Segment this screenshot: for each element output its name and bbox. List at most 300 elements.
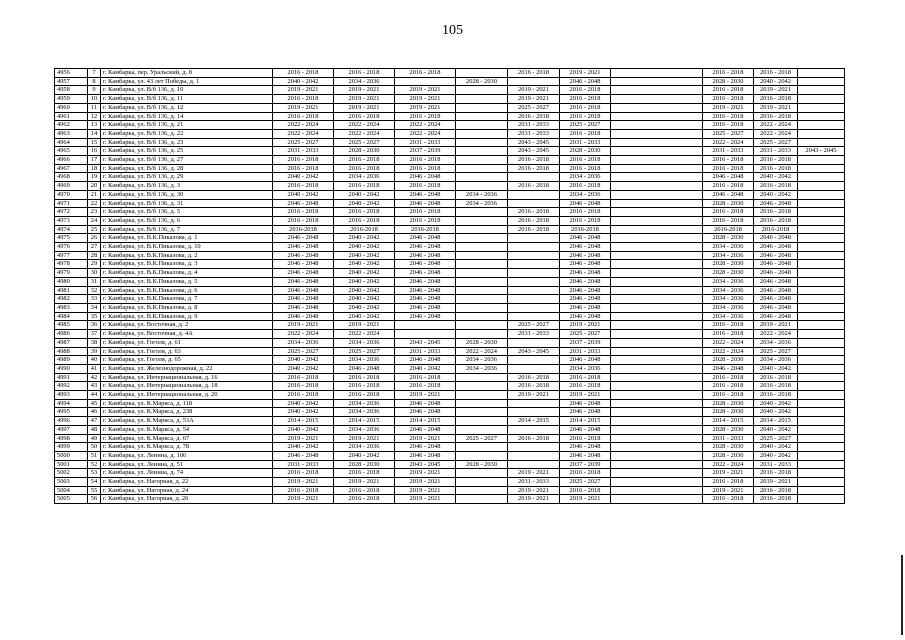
year-cell [798, 234, 845, 243]
year-cell: 2016 - 2018 [754, 182, 798, 191]
record-number-cell: 4989 [55, 356, 88, 365]
year-cell [456, 95, 508, 104]
address-cell: г. Камбарка, ул. В/б 136, д. 25 [101, 147, 273, 156]
year-cell: 2019 - 2021 [560, 495, 611, 504]
year-cell: 2034 - 2036 [703, 286, 754, 295]
year-cell: 2016 - 2018 [560, 373, 611, 382]
year-cell [611, 121, 703, 130]
record-number-cell: 4996 [55, 417, 88, 426]
year-cell: 2022 - 2024 [703, 347, 754, 356]
record-number-cell: 4983 [55, 303, 88, 312]
year-cell: 2025 - 2027 [456, 434, 508, 443]
table-row [55, 495, 845, 504]
year-cell: 2046 - 2048 [560, 286, 611, 295]
year-cell: 2040 - 2042 [273, 173, 334, 182]
year-cell [456, 182, 508, 191]
year-cell: 2025 - 2027 [273, 347, 334, 356]
record-number-cell: 4977 [55, 251, 88, 260]
year-cell [508, 356, 560, 365]
year-cell: 2046 - 2048 [754, 312, 798, 321]
year-cell [798, 338, 845, 347]
year-cell: 2022 - 2024 [395, 129, 456, 138]
item-number-cell: 55 [88, 486, 101, 495]
year-cell: 2016 - 2018 [334, 382, 395, 391]
year-cell: 2016 - 2018 [560, 182, 611, 191]
year-cell: 2019 - 2021 [395, 95, 456, 104]
item-number-cell: 20 [88, 182, 101, 191]
year-cell: 2014 - 2015 [703, 417, 754, 426]
year-cell: 2016 - 2018 [395, 382, 456, 391]
year-cell: 2046 - 2048 [560, 77, 611, 86]
year-cell: 2040 - 2042 [754, 77, 798, 86]
table-row [55, 190, 845, 199]
year-cell: 2016 - 2018 [395, 216, 456, 225]
year-cell: 2016 - 2018 [273, 112, 334, 121]
year-cell: 2034 - 2036 [334, 425, 395, 434]
year-cell: 2016 - 2018 [395, 182, 456, 191]
year-cell: 2043 - 2045 [798, 147, 845, 156]
year-cell: 2016 - 2018 [508, 382, 560, 391]
year-cell [508, 260, 560, 269]
year-cell: 2016 - 2018 [273, 164, 334, 173]
year-cell [798, 495, 845, 504]
table-row [55, 112, 845, 121]
year-cell [798, 182, 845, 191]
year-cell: 2037 - 2039 [560, 338, 611, 347]
year-cell [508, 286, 560, 295]
table-row [55, 147, 845, 156]
year-cell [611, 86, 703, 95]
year-cell: 2046 - 2048 [754, 260, 798, 269]
year-cell [611, 77, 703, 86]
item-number-cell: 24 [88, 216, 101, 225]
item-number-cell: 36 [88, 321, 101, 330]
year-cell [456, 286, 508, 295]
year-cell [456, 243, 508, 252]
year-cell [611, 69, 703, 78]
record-number-cell: 5005 [55, 495, 88, 504]
item-number-cell: 13 [88, 121, 101, 130]
year-cell: 2040 - 2042 [754, 425, 798, 434]
year-cell: 2016-2018 [395, 225, 456, 234]
item-number-cell: 51 [88, 451, 101, 460]
year-cell [798, 451, 845, 460]
year-cell [798, 391, 845, 400]
year-cell [798, 103, 845, 112]
year-cell [508, 364, 560, 373]
year-cell: 2046 - 2048 [560, 443, 611, 452]
year-cell [798, 373, 845, 382]
year-cell: 2022 - 2024 [273, 129, 334, 138]
year-cell: 2046 - 2048 [273, 234, 334, 243]
year-cell [798, 164, 845, 173]
year-cell [611, 356, 703, 365]
year-cell: 2025 - 2027 [334, 138, 395, 147]
year-cell: 2016 - 2018 [508, 434, 560, 443]
year-cell [798, 121, 845, 130]
year-cell: 2016 - 2018 [560, 156, 611, 165]
year-cell [798, 417, 845, 426]
year-cell: 2016 - 2018 [703, 330, 754, 339]
year-cell [456, 69, 508, 78]
year-cell: 2046 - 2048 [395, 269, 456, 278]
year-cell: 2046 - 2048 [560, 260, 611, 269]
item-number-cell: 34 [88, 303, 101, 312]
year-cell: 2025 - 2027 [560, 478, 611, 487]
year-cell: 2034 - 2036 [560, 190, 611, 199]
item-number-cell: 19 [88, 173, 101, 182]
record-number-cell: 4962 [55, 121, 88, 130]
record-number-cell: 4998 [55, 434, 88, 443]
year-cell: 2046 - 2048 [273, 451, 334, 460]
table-row [55, 321, 845, 330]
year-cell [456, 173, 508, 182]
year-cell [508, 269, 560, 278]
year-cell: 2016 - 2018 [395, 208, 456, 217]
item-number-cell: 12 [88, 112, 101, 121]
year-cell [456, 121, 508, 130]
year-cell: 2016 - 2018 [754, 69, 798, 78]
address-cell: г. Камбарка, ул. В/б 136, д. 22 [101, 129, 273, 138]
year-cell [611, 469, 703, 478]
table-row [55, 478, 845, 487]
record-number-cell: 5000 [55, 451, 88, 460]
year-cell: 2040 - 2042 [273, 364, 334, 373]
item-number-cell: 52 [88, 460, 101, 469]
table-row [55, 86, 845, 95]
address-cell: г. Камбарка, пер. Уральский, д. 8 [101, 69, 273, 78]
year-cell [798, 312, 845, 321]
year-cell: 2016 - 2018 [560, 86, 611, 95]
year-cell: 2016 - 2018 [703, 69, 754, 78]
year-cell: 2046 - 2048 [560, 295, 611, 304]
year-cell: 2025 - 2027 [754, 434, 798, 443]
year-cell: 2046 - 2048 [754, 269, 798, 278]
year-cell [611, 399, 703, 408]
year-cell: 2016 - 2018 [334, 486, 395, 495]
year-cell: 2016 - 2018 [395, 164, 456, 173]
year-cell [798, 138, 845, 147]
year-cell: 2046 - 2048 [560, 234, 611, 243]
year-cell [798, 330, 845, 339]
year-cell [798, 86, 845, 95]
year-cell: 2019 - 2021 [560, 69, 611, 78]
year-cell: 2031 - 2033 [754, 147, 798, 156]
address-cell: г. Камбарка, ул. В.К.Пикалова, д. 6 [101, 286, 273, 295]
year-cell: 2043 - 2045 [508, 147, 560, 156]
year-cell: 2040 - 2042 [334, 199, 395, 208]
year-cell [611, 277, 703, 286]
year-cell [611, 321, 703, 330]
year-cell: 2016 - 2018 [703, 478, 754, 487]
table-row [55, 277, 845, 286]
year-cell [611, 338, 703, 347]
year-cell [456, 86, 508, 95]
record-number-cell: 4959 [55, 95, 88, 104]
year-cell: 2014 - 2015 [395, 417, 456, 426]
year-cell [456, 164, 508, 173]
year-cell: 2046 - 2048 [395, 303, 456, 312]
record-number-cell: 4993 [55, 391, 88, 400]
year-cell: 2034 - 2036 [754, 338, 798, 347]
address-cell: г. Камбарка, ул. В/б 136, д. 28 [101, 164, 273, 173]
address-cell: г. Камбарка, ул. Нагорная, д. 24 [101, 486, 273, 495]
year-cell [508, 303, 560, 312]
address-cell: г. Камбарка, ул. К.Маркса, д. 78 [101, 443, 273, 452]
year-cell: 2014 - 2015 [334, 417, 395, 426]
year-cell: 2031 - 2033 [703, 434, 754, 443]
table-row [55, 138, 845, 147]
year-cell [456, 277, 508, 286]
year-cell [611, 417, 703, 426]
year-cell: 2046 - 2048 [560, 408, 611, 417]
year-cell: 2031 - 2033 [560, 138, 611, 147]
item-number-cell: 44 [88, 391, 101, 400]
record-number-cell: 4971 [55, 199, 88, 208]
record-number-cell: 4961 [55, 112, 88, 121]
year-cell: 2016 - 2018 [703, 495, 754, 504]
year-cell [456, 303, 508, 312]
year-cell: 2025 - 2027 [754, 347, 798, 356]
year-cell: 2034 - 2036 [703, 251, 754, 260]
year-cell [395, 77, 456, 86]
year-cell [611, 103, 703, 112]
year-cell: 2016 - 2018 [273, 391, 334, 400]
year-cell: 2016 - 2018 [754, 373, 798, 382]
record-number-cell: 4972 [55, 208, 88, 217]
year-cell: 2043 - 2045 [395, 338, 456, 347]
year-cell: 2031 - 2033 [560, 347, 611, 356]
year-cell: 2016 - 2018 [754, 164, 798, 173]
year-cell [798, 216, 845, 225]
address-cell: г. Камбарка, ул. К.Маркса, д. 53А [101, 417, 273, 426]
address-cell: г. Камбарка, ул. Интернациональная, д. 20 [101, 391, 273, 400]
year-cell: 2016 - 2018 [273, 373, 334, 382]
address-cell: г. Камбарка, ул. Гоголя, д. 61 [101, 338, 273, 347]
year-cell [508, 173, 560, 182]
year-cell: 2046 - 2048 [273, 251, 334, 260]
record-number-cell: 4986 [55, 330, 88, 339]
year-cell: 2034 - 2036 [560, 173, 611, 182]
record-number-cell: 4965 [55, 147, 88, 156]
year-cell [456, 103, 508, 112]
address-cell: г. Камбарка, ул. Гоголя, д. 65 [101, 356, 273, 365]
address-cell: г. Камбарка, ул. В.К.Пикалова, д. 1 [101, 234, 273, 243]
year-cell [798, 69, 845, 78]
year-cell [508, 251, 560, 260]
record-number-cell: 4976 [55, 243, 88, 252]
year-cell [798, 486, 845, 495]
year-cell: 2046 - 2048 [560, 303, 611, 312]
year-cell: 2016 - 2018 [508, 373, 560, 382]
year-cell [611, 199, 703, 208]
year-cell [456, 269, 508, 278]
record-number-cell: 4966 [55, 156, 88, 165]
year-cell [456, 451, 508, 460]
year-cell [456, 486, 508, 495]
address-cell: г. Камбарка, ул. В/б 136, д. 27 [101, 156, 273, 165]
item-number-cell: 42 [88, 373, 101, 382]
record-number-cell: 5002 [55, 469, 88, 478]
item-number-cell: 37 [88, 330, 101, 339]
year-cell: 2034 - 2036 [703, 243, 754, 252]
year-cell: 2016 - 2018 [560, 208, 611, 217]
table-row [55, 121, 845, 130]
year-cell: 2016 - 2018 [334, 469, 395, 478]
page-number: 105 [442, 23, 463, 38]
year-cell: 2046 - 2048 [395, 190, 456, 199]
year-cell: 2016 - 2018 [560, 469, 611, 478]
table-row [55, 451, 845, 460]
year-cell: 2034 - 2036 [703, 295, 754, 304]
address-cell: г. Камбарка, ул. В/б 136, д. 21 [101, 121, 273, 130]
year-cell: 2016 - 2018 [273, 486, 334, 495]
item-number-cell: 15 [88, 138, 101, 147]
year-cell: 2046 - 2048 [560, 243, 611, 252]
year-cell [508, 295, 560, 304]
year-cell: 2046 - 2048 [703, 173, 754, 182]
year-cell [611, 478, 703, 487]
year-cell: 2016 - 2018 [273, 469, 334, 478]
address-cell: г. Камбарка, ул. Ленина, д. 74 [101, 469, 273, 478]
year-cell: 2016 - 2018 [703, 208, 754, 217]
year-cell [456, 382, 508, 391]
year-cell: 2046 - 2048 [754, 277, 798, 286]
year-cell: 2031 - 2033 [273, 147, 334, 156]
item-number-cell: 17 [88, 156, 101, 165]
year-cell: 2028 - 2030 [456, 460, 508, 469]
year-cell: 2022 - 2024 [703, 460, 754, 469]
year-cell: 2037 - 2039 [395, 147, 456, 156]
year-cell: 2046 - 2048 [560, 251, 611, 260]
year-cell: 2016 - 2018 [754, 95, 798, 104]
table-row [55, 173, 845, 182]
year-cell: 2046 - 2048 [560, 451, 611, 460]
year-cell [798, 286, 845, 295]
year-cell [611, 330, 703, 339]
year-cell: 2016-2018 [560, 225, 611, 234]
year-cell: 2016 - 2018 [508, 225, 560, 234]
address-cell: г. Камбарка, ул. В/б 136, д. 12 [101, 103, 273, 112]
year-cell: 2019 - 2021 [703, 103, 754, 112]
address-cell: г. Камбарка, ул. В/б 136, д. 6 [101, 216, 273, 225]
year-cell [508, 451, 560, 460]
year-cell [798, 208, 845, 217]
year-cell: 2016 - 2018 [703, 182, 754, 191]
address-cell: г. Камбарка, ул. Нагорная, д. 26 [101, 495, 273, 504]
record-number-cell: 4967 [55, 164, 88, 173]
year-cell: 2046 - 2048 [273, 303, 334, 312]
address-cell: г. Камбарка, ул. В/б 136, д. 10 [101, 86, 273, 95]
year-cell: 2019 - 2021 [395, 469, 456, 478]
year-cell: 2028 - 2030 [703, 408, 754, 417]
record-number-cell: 4956 [55, 69, 88, 78]
item-number-cell: 18 [88, 164, 101, 173]
table-row [55, 225, 845, 234]
year-cell [798, 156, 845, 165]
year-cell [611, 295, 703, 304]
year-cell [798, 425, 845, 434]
year-cell [456, 260, 508, 269]
year-cell [611, 147, 703, 156]
year-cell [508, 77, 560, 86]
year-cell: 2046 - 2048 [560, 356, 611, 365]
table-row [55, 95, 845, 104]
table-row [55, 129, 845, 138]
item-number-cell: 16 [88, 147, 101, 156]
schedule-table [54, 68, 845, 504]
year-cell: 2016 - 2018 [754, 495, 798, 504]
year-cell: 2046 - 2048 [395, 425, 456, 434]
address-cell: г. Камбарка, ул. В/б 136, д. 7 [101, 225, 273, 234]
year-cell: 2046 - 2048 [395, 260, 456, 269]
year-cell: 2025 - 2027 [560, 121, 611, 130]
year-cell: 2016 - 2018 [508, 216, 560, 225]
year-cell: 2016 - 2018 [754, 216, 798, 225]
year-cell [508, 399, 560, 408]
year-cell [508, 199, 560, 208]
year-cell [508, 277, 560, 286]
year-cell: 2022 - 2024 [273, 121, 334, 130]
year-cell: 2028 - 2030 [703, 451, 754, 460]
year-cell: 2046 - 2048 [754, 243, 798, 252]
address-cell: г. Камбарка, ул. Гоголя, д. 63 [101, 347, 273, 356]
year-cell [456, 321, 508, 330]
year-cell [611, 382, 703, 391]
year-cell [395, 321, 456, 330]
address-cell: г. Камбарка, ул. К.Маркса, д. 118 [101, 399, 273, 408]
address-cell: г. Камбарка, ул. К.Маркса, д. 67 [101, 434, 273, 443]
year-cell: 2019 - 2021 [395, 103, 456, 112]
year-cell [798, 225, 845, 234]
year-cell: 2016 - 2018 [754, 486, 798, 495]
year-cell: 2016 - 2018 [703, 121, 754, 130]
year-cell: 2028 - 2030 [703, 356, 754, 365]
year-cell [611, 138, 703, 147]
year-cell: 2016-2018 [273, 225, 334, 234]
year-cell: 2016 - 2018 [395, 69, 456, 78]
year-cell: 2046 - 2048 [273, 295, 334, 304]
item-number-cell: 33 [88, 295, 101, 304]
year-cell: 2019 - 2021 [754, 86, 798, 95]
year-cell: 2016 - 2018 [334, 391, 395, 400]
item-number-cell: 39 [88, 347, 101, 356]
year-cell: 2046 - 2048 [395, 443, 456, 452]
year-cell: 2040 - 2042 [334, 251, 395, 260]
item-number-cell: 29 [88, 260, 101, 269]
year-cell [456, 408, 508, 417]
year-cell [611, 364, 703, 373]
year-cell [395, 330, 456, 339]
address-cell: г. Камбарка, ул. Железнодорожная, д. 22 [101, 364, 273, 373]
address-cell: г. Камбарка, ул. Восточная, д. 4А [101, 330, 273, 339]
year-cell: 2031 - 2033 [395, 347, 456, 356]
year-cell [611, 312, 703, 321]
year-cell: 2034 - 2036 [456, 364, 508, 373]
record-number-cell: 4964 [55, 138, 88, 147]
year-cell: 2046 - 2048 [395, 399, 456, 408]
year-cell: 2016 - 2018 [508, 182, 560, 191]
address-cell: г. Камбарка, ул. В.К.Пикалова, д. 8 [101, 303, 273, 312]
year-cell: 2046 - 2048 [703, 364, 754, 373]
item-number-cell: 25 [88, 225, 101, 234]
address-cell: г. Камбарка, ул. В.К.Пикалова, д. 9 [101, 312, 273, 321]
year-cell [611, 486, 703, 495]
year-cell: 2019 - 2021 [395, 478, 456, 487]
year-cell [611, 434, 703, 443]
year-cell: 2046 - 2048 [560, 269, 611, 278]
year-cell: 2034 - 2036 [560, 364, 611, 373]
